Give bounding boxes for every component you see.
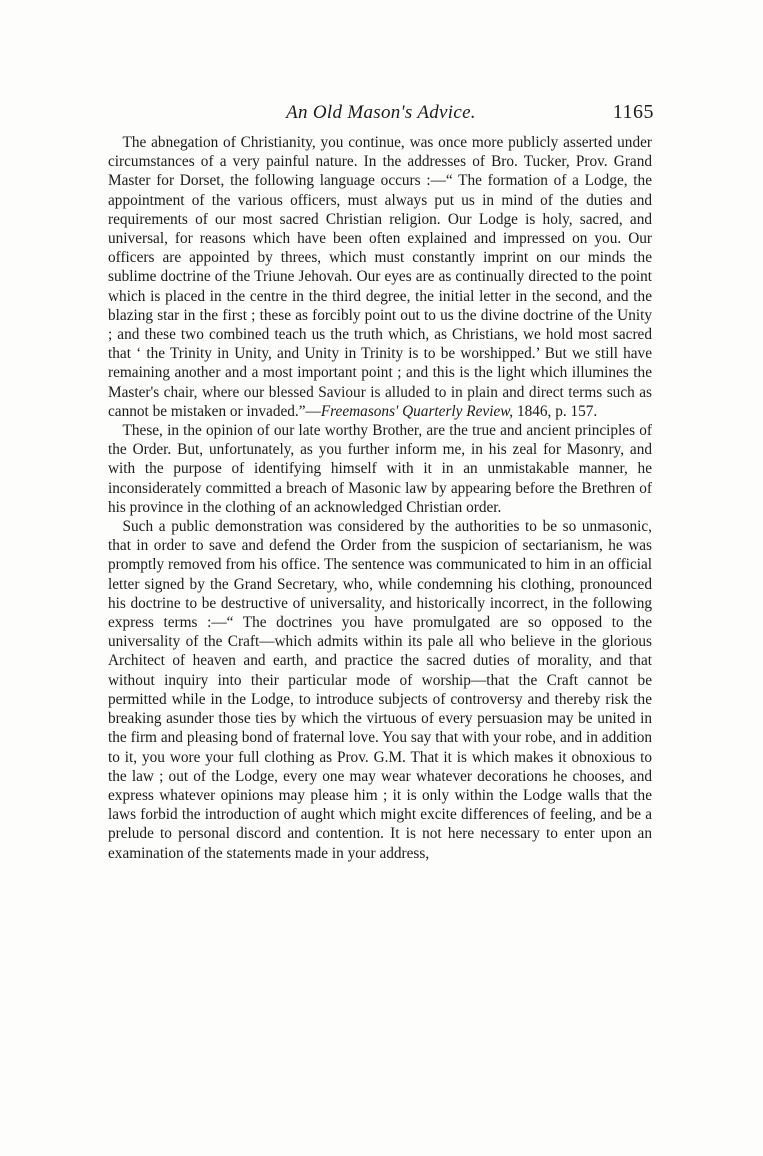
- paragraph-3: Such a public demonstration was considered by the authorities to be so unmasonic, that in order to save and defend the Order from the suspicion of sectarianism, he was promptly removed from his office. The sentence was communicated to him in an official letter signed by the Grand Secretary, who, while condemning his clothing, pronounced his doctrine to be destructive of universality, and historically incorrect, in the following express terms :—“ The doctrines you have promulgated are so opposed to the universality of the Craft—which admits within its pale all who believe in the glorious Architect of heaven and earth, and practice the sacred duties of morality, and that without inquiry into their particular mode of worship—that the Craft cannot be permitted while in the Lodge, to introduce subjects of controversy and thereby risk the breaking asunder those ties by which the virtuous of every persuasion may be united in the firm and pleasing bond of fraternal love. You say that with your robe, and in addition to it, you wore your full clothing as Prov. G.M. That it is which makes it obnoxious to the law ; out of the Lodge, every one may wear whatever decorations he chooses, and express whatever opinions may please him ; it is only within the Lodge walls that the laws forbid the introduction of aught which might excite differences of feeling, and be a prelude to personal discord and contention. It is not here necessary to enter upon an examination of the statements made in your address,: [108, 518, 652, 862]
- body-text: [108, 133, 652, 863]
- paragraph-2: These, in the opinion of our late worthy Brother, are the true and ancient principles of the Order. But, unfortunately, as you further inform me, in his zeal for Masonry, and with the purpose of identifying himself with it in an unmistakable manner, he inconsiderately committed a breach of Masonic law by appearing before the Brethren of his province in the clothing of an acknowledged Christian order.: [108, 422, 652, 516]
- running-head: [108, 102, 654, 132]
- page-number: 1165: [612, 101, 654, 123]
- paragraph-1-text: The abnegation of Christianity, you continue, was once more publicly asserted under circumstances of a very painful nature. In the addresses of Bro. Tucker, Prov. Grand Master for Dorset, the following language occurs :—“ The formation of a Lodge, the appointment of the various officers, must always put us in mind of the duties and requirements of our most sacred Christian religion. Our Lodge is holy, sacred, and universal, for reasons which have been often explained and impressed on you. Our officers are appointed by threes, which must constantly imprint on our minds the sublime doctrine of the Triune Jehovah. Our eyes are as continually directed to the point which is placed in the centre in the third degree, the initial letter in the second, and the blazing star in the first ; these as forcibly point out to us the divine doctrine of the Unity ; and these two combined teach us the truth which, as Christians, we hold most sacred that ‘ the Trinity in Unity, and Unity in Trinity is to be worshipped.’ But we still have remaining another and a most important point ; and this is the light which illumines the Master's chair, where our blessed Saviour is alluded to in plain and direct terms such as cannot be mistaken or invaded.”—: [108, 134, 652, 420]
- running-title: An Old Mason's Advice.: [286, 102, 476, 123]
- citation-year-page: 1846, p. 157.: [513, 402, 598, 420]
- citation-freemasons-quarterly-review: Freemasons' Quarterly Review,: [320, 402, 514, 420]
- paragraph-1: [108, 133, 652, 421]
